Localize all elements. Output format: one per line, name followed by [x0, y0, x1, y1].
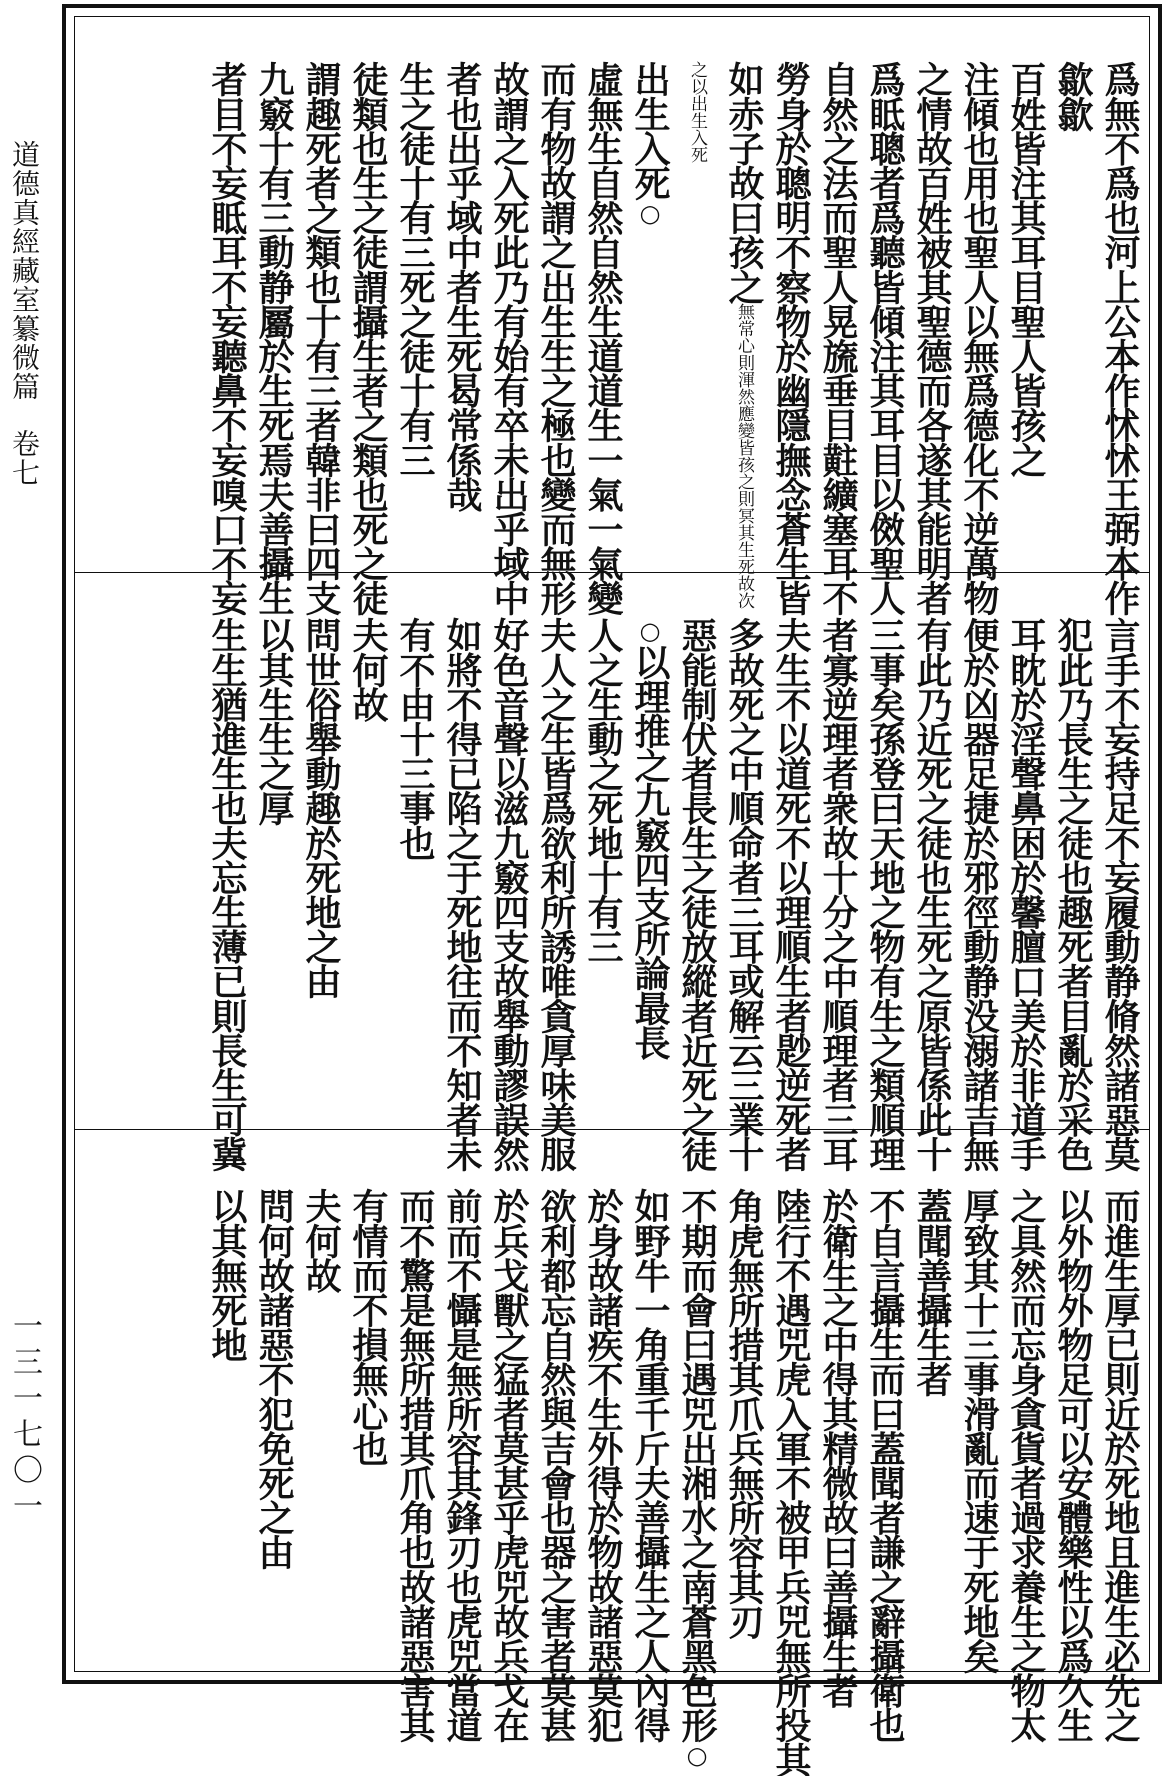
- text-column: [579, 1130, 626, 1742]
- page-number: 一三一七〇一: [7, 1310, 42, 1526]
- column-text: 不自言攝生而曰蓋聞者謙之辭攝衛也: [864, 1188, 906, 1742]
- column-text: 人之生動之死地十有三: [582, 617, 624, 964]
- text-column: [485, 17, 532, 615]
- text-column: [955, 573, 1002, 1171]
- text-column: [861, 1130, 908, 1742]
- text-column: [1049, 573, 1096, 1171]
- column-text: 問世俗舉動趣於死地之由: [300, 617, 342, 998]
- column-text: 而不驚是無所措其爪角也故諸惡害其: [394, 1188, 436, 1742]
- column-text: 謂趣死者之類也十有三者韓非曰四支: [300, 61, 342, 615]
- text-column: [720, 573, 767, 1171]
- column-text: 於兵戈獸之猛者莫甚乎虎兕故兵戈在: [488, 1188, 530, 1742]
- column-text: 而進生厚已則近於死地且進生必先之: [1099, 1188, 1141, 1742]
- text-column: [626, 573, 673, 1129]
- text-column: [344, 17, 391, 615]
- text-column: [767, 17, 814, 615]
- text-column: [297, 17, 344, 615]
- column-text: 者也出乎域中者生死曷常係哉: [441, 61, 483, 511]
- text-column: [908, 1130, 955, 1681]
- column-text: 爲眡聰者爲聽皆傾注其耳目以傚聖人: [864, 61, 906, 615]
- text-column: [861, 573, 908, 1171]
- circle-mark: ○: [636, 617, 664, 644]
- text-column: [814, 1130, 861, 1708]
- text-column: [532, 1130, 579, 1742]
- column-text: 陸行不遇兕虎入軍不被甲兵兕無所投其: [770, 1188, 812, 1776]
- column-text: 夫何故: [347, 617, 389, 721]
- text-column: [203, 573, 250, 1171]
- text-column: [250, 573, 297, 1129]
- column-text: 百姓皆注其耳目聖人皆孩之: [1005, 61, 1047, 477]
- text-column: [532, 573, 579, 1171]
- column-text: 三事矣孫登曰天地之物有生之類順理: [864, 617, 906, 1171]
- circle-mark: ○: [636, 199, 664, 227]
- text-column: [485, 1130, 532, 1742]
- column-text: 言手不妄持足不妄履動静脩然諸惡莫: [1099, 617, 1141, 1171]
- text-column: [720, 17, 767, 610]
- text-column: [250, 17, 297, 615]
- text-column: [814, 573, 861, 1171]
- text-column: [391, 573, 438, 1129]
- text-column: [579, 573, 626, 1129]
- column-text: 於衛生之中得其精微故曰善攝生者: [817, 1188, 859, 1708]
- text-column: [861, 17, 908, 615]
- column-group: [81, 1130, 1143, 1776]
- text-column: [297, 1130, 344, 1681]
- column-text: 爲無不爲也河上公本作怵怵王弼本作: [1099, 61, 1141, 615]
- column-text: 不期而會曰遇兕出湘水之南蒼黑色形: [676, 1188, 718, 1742]
- text-column: [391, 17, 438, 572]
- column-text: 夫人之生皆爲欲利所誘唯貪厚味美服: [535, 617, 577, 1171]
- text-column: [814, 17, 861, 615]
- book-title: 道德真經藏室纂微篇: [8, 140, 41, 401]
- column-text: 便於凶器足捷於邪徑動静没溺諸吉無: [958, 617, 1000, 1171]
- column-text: 如赤子故曰孩之: [723, 61, 765, 304]
- column-text: 故謂之入死此乃有始有卒未出乎域中: [488, 61, 530, 615]
- text-column: [203, 17, 250, 615]
- text-column: [767, 573, 814, 1171]
- column-text: 以其無死地: [206, 1188, 248, 1362]
- column-text: 之情故百姓被其聖德而各遂其能明者: [911, 61, 953, 615]
- column-text: 問何故諸惡不犯免死之由: [253, 1188, 295, 1569]
- page-frame: [62, 4, 1162, 1776]
- column-text: 生之徒十有三死之徒十有三: [394, 61, 436, 477]
- column-text: 而有物故謂之出生生之極也變而無形: [535, 61, 577, 615]
- commentary-note: 無常心則渾然應變皆孩之則冥其生死故次: [734, 303, 754, 610]
- column-text: 如野牛一角重千斤夫善攝生之人內得: [629, 1188, 671, 1742]
- column-text: 者寡逆理者衆故十分之中順理者三耳: [817, 617, 859, 1171]
- text-column: [1049, 1130, 1096, 1742]
- text-column: [297, 573, 344, 1129]
- column-text: 生生猶進生也夫忘生薄已則長生可冀: [206, 617, 248, 1171]
- column-text: 者目不妄眡耳不妄聽鼻不妄嗅口不妄: [206, 61, 248, 615]
- register-bottom: [75, 1130, 1149, 1776]
- volume-label: 卷七: [8, 429, 41, 487]
- text-column: [673, 573, 720, 1171]
- text-column: [767, 1130, 814, 1776]
- column-text: 虛無生自然自然生道道生一氣一氣變: [582, 61, 624, 615]
- register-top: [75, 17, 1149, 615]
- text-column: [1002, 17, 1049, 572]
- column-text: 惡能制伏者長生之徒放縱者近死之徒: [676, 617, 718, 1171]
- text-column: [908, 17, 955, 615]
- column-text: 夫何故: [300, 1188, 342, 1292]
- column-text: 厚致其十三事滑亂而速于死地矣: [958, 1188, 1000, 1673]
- text-column: [626, 17, 673, 572]
- text-column: [1096, 17, 1143, 615]
- text-column: [626, 1130, 673, 1742]
- column-group: [81, 573, 1143, 1171]
- text-column: [908, 573, 955, 1171]
- column-text: 歙歙: [1052, 61, 1094, 131]
- text-column: [485, 573, 532, 1171]
- text-column: [438, 573, 485, 1171]
- column-text: 犯此乃長生之徒也趣死者目亂於采色: [1052, 617, 1094, 1171]
- column-text: 有情而不損無心也: [347, 1188, 389, 1465]
- column-text: 注傾也用也聖人以無爲德化不逆萬物: [958, 61, 1000, 615]
- column-text: 自然之法而聖人晃旒垂目黈纊塞耳不: [817, 61, 859, 615]
- text-column: [955, 17, 1002, 615]
- column-text: 欲利都忘自然與吉會也器之害者莫甚: [535, 1188, 577, 1742]
- column-text: 九竅十有三動静屬於生死焉夫善攝生: [253, 61, 295, 615]
- column-text: 耳眈於淫聲鼻困於馨膻口美於非道手: [1005, 617, 1047, 1171]
- column-text: 好色音聲以滋九竅四支故舉動謬誤然: [488, 617, 530, 1171]
- column-text: 多故死之中順命者三耳或解云三業十: [723, 617, 765, 1171]
- text-column: [1002, 1130, 1049, 1742]
- text-column: [673, 17, 720, 572]
- text-column: [438, 1130, 485, 1742]
- text-column: [344, 1130, 391, 1681]
- text-column: [250, 1130, 297, 1681]
- text-column: [203, 1130, 250, 1681]
- column-text: 於身故諸疾不生外得於物故諸惡莫犯: [582, 1188, 624, 1742]
- text-column: [673, 1130, 720, 1769]
- text-column: [1049, 17, 1096, 572]
- column-text: 以外物外物足可以安體樂性以爲久生: [1052, 1188, 1094, 1742]
- text-column: [532, 17, 579, 615]
- text-column: [579, 17, 626, 615]
- text-column: [1096, 573, 1143, 1171]
- register-middle: [75, 573, 1149, 1171]
- text-column: [1096, 1130, 1143, 1742]
- text-column: [391, 1130, 438, 1742]
- column-text: 徒類也生之徒謂攝生者之類也死之徒: [347, 61, 389, 615]
- text-column: [1002, 573, 1049, 1171]
- column-text: 出生入死: [629, 61, 671, 200]
- column-text: 以理推之九竅四支所論最長: [629, 643, 671, 1059]
- column-text: 以其生生之厚: [253, 617, 295, 825]
- column-text: 前而不懾是無所容其鋒刃也虎兕當道: [441, 1188, 483, 1742]
- book-title-margin: [2, 140, 42, 487]
- text-column: [955, 1130, 1002, 1681]
- column-text: 夫生不以道死不以理順生者尟逆死者: [770, 617, 812, 1171]
- column-text: 勞身於聰明不察物於幽隱撫念蒼生皆: [770, 61, 812, 615]
- circle-mark: ○: [683, 1741, 711, 1769]
- column-text: 角虎無所措其爪兵無所容其刃: [723, 1188, 765, 1638]
- text-column: [438, 17, 485, 572]
- text-column: [720, 1130, 767, 1681]
- column-text: 之具然而忘身貪貨者過求養生之物太: [1005, 1188, 1047, 1742]
- column-text: 有不由十三事也: [394, 617, 436, 860]
- text-block: [74, 16, 1150, 1776]
- column-text: 蓋聞善攝生者: [911, 1188, 953, 1396]
- text-column: [344, 573, 391, 1129]
- column-text: 如將不得已陷之于死地往而不知者未: [441, 617, 483, 1171]
- column-text: 有此乃近死之徒也生死之原皆係此十: [911, 617, 953, 1171]
- column-group: [81, 17, 1143, 615]
- commentary-note: 之以出生入死: [687, 61, 707, 163]
